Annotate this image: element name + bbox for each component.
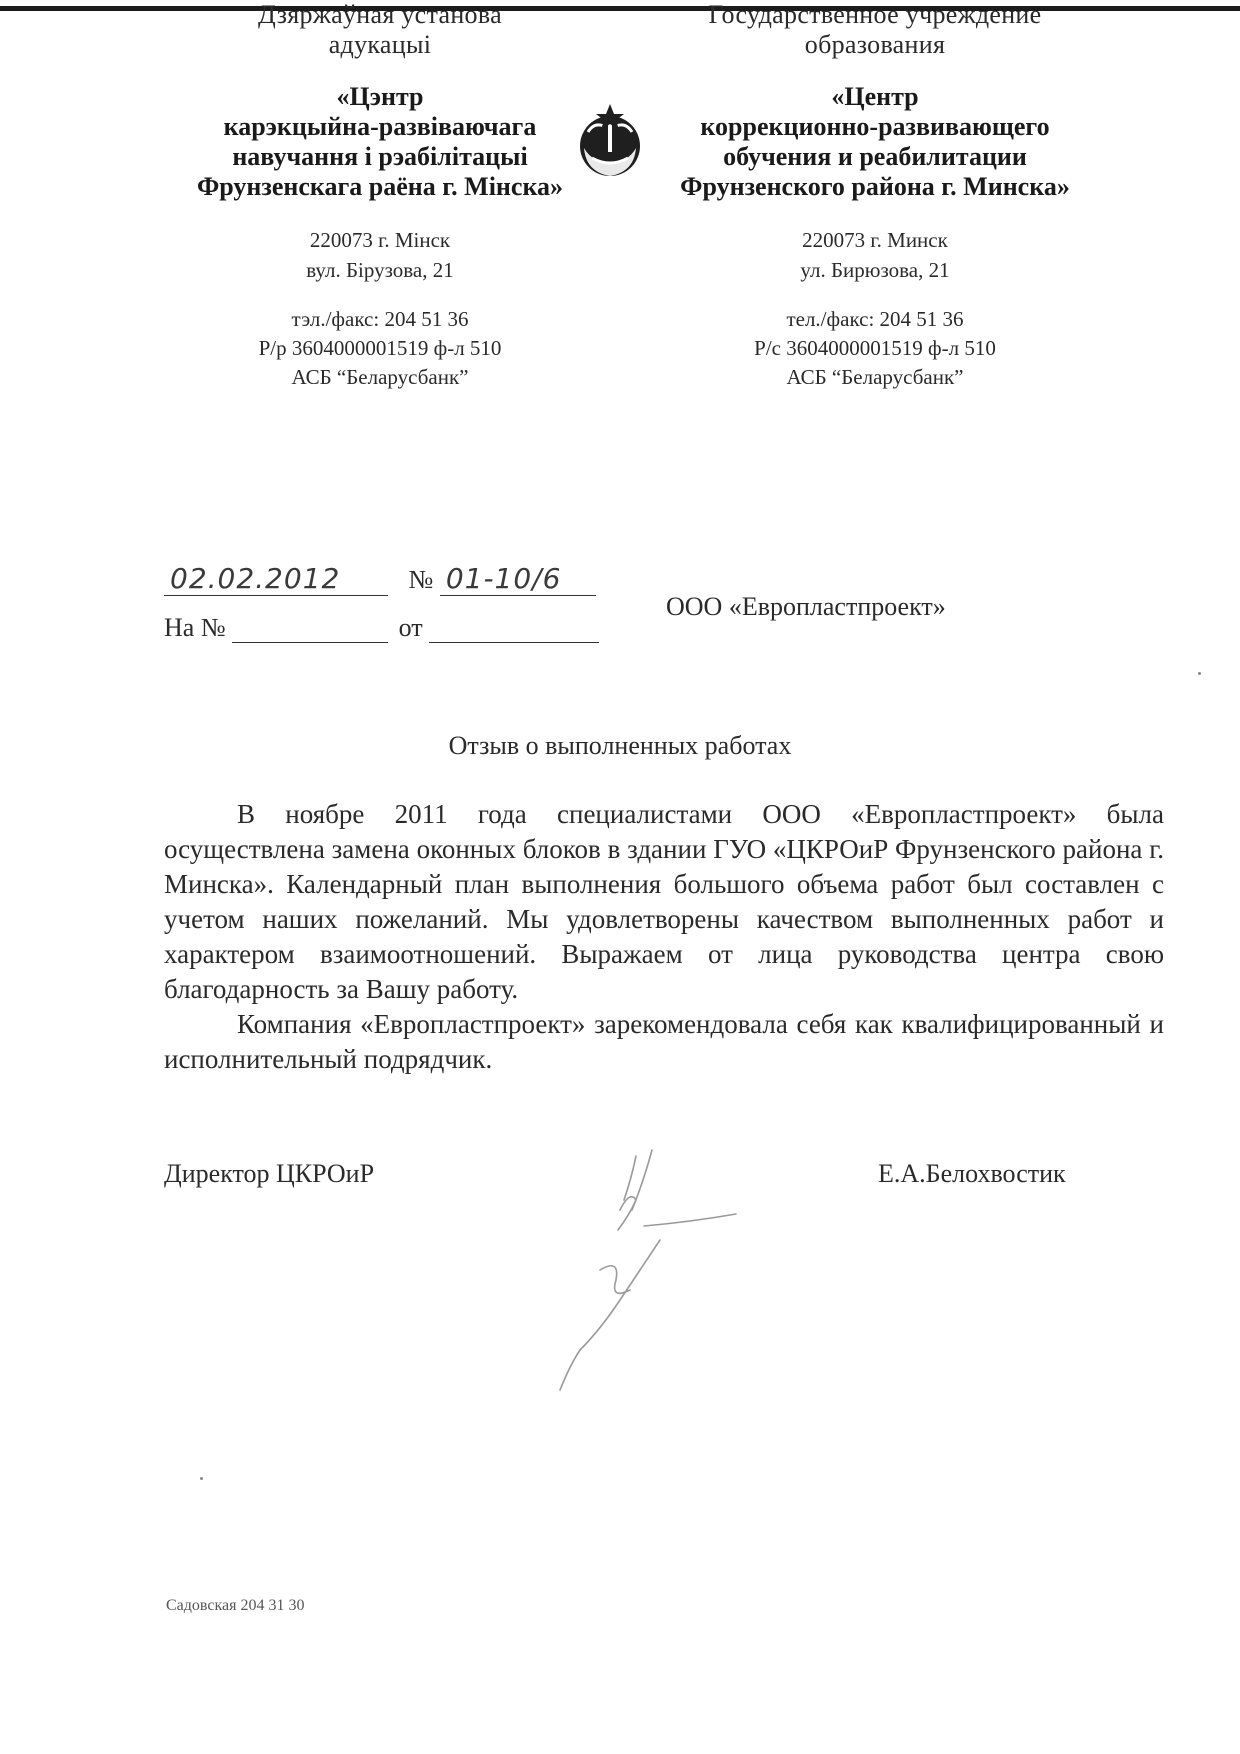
right-org-name: «Центр коррекционно-развивающего обучения и реабилитации Фрунзенского района г. Минска» [680,82,1070,201]
right-bank-details: тел./факс: 204 51 36 Р/с 3604000001519 ф-л 510 АСБ “Беларусбанк” [754,307,996,389]
body-paragraph-2: Компания «Европластпроект» зарекомендовала себя как квалифицированный и исполнительный подрядчик. [164,1009,1164,1074]
registration-number-label: № [408,565,434,594]
reference-number-blank [232,616,388,643]
left-org-name: «Цэнтр карэкцыйна-развіваючага навучання і рэабілітацыі Фрунзенскага раёна г. Мінска» [196,82,564,201]
document-title: Отзыв о выполненных работах [448,731,792,760]
reference-label: На № [164,613,226,642]
letter-body [164,797,1164,1077]
right-org-type: Государственное учреждение образования [708,0,1042,59]
left-org-type: Дзяржаўная установа адукацыі [258,0,502,59]
registration-number: 01-10/6 [440,562,596,596]
reference-date-blank [429,616,599,643]
footer-contact: Садовская 204 31 30 [166,1597,305,1614]
scan-speck [200,1477,203,1480]
right-address: 220073 г. Минск ул. Бирюзова, 21 [800,228,950,282]
signatory-name: Е.А.Белохвостик [878,1159,1066,1188]
recipient: ООО «Европластпроект» [666,592,946,621]
reference-from-label: от [398,613,423,642]
registration-date-row [164,562,596,596]
handwritten-signature [540,1140,800,1400]
signatory-title: Директор ЦКРОиР [164,1159,375,1188]
registration-date: 02.02.2012 [164,562,388,596]
body-paragraph-1: В ноябре 2011 года специалистами ООО «Европластпроект» была осуществлена замена оконных блоков в здании ГУО «ЦКРОиР Фрунзенского района г. Минска». Календарный план выполнения большого объема работ был составлен с учетом наших пожеланий. Мы удовлетворены качеством выполненных работ и характером взаимоотношений. Выражаем от лица руководства центра свою благодарность за Вашу работу. [164,799,1164,1004]
left-bank-details: тэл./факс: 204 51 36 Р/р 3604000001519 ф-л 510 АСБ “Беларусбанк” [258,307,502,389]
scan-speck [1198,672,1201,675]
reference-row [164,613,599,643]
left-address: 220073 г. Мінск вул. Бірузова, 21 [306,228,454,282]
